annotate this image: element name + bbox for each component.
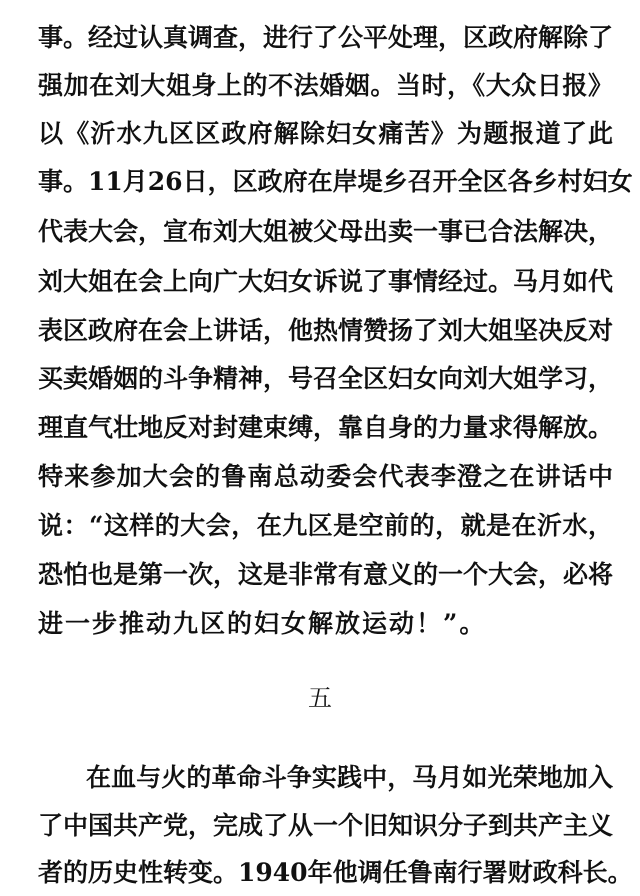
text-line: 在血与火的革命斗争实践中，马月如光荣地加入	[86, 763, 613, 792]
text-line: 说：“这样的大会，在九区是空前的，就是在沂水，	[38, 511, 613, 540]
text-line: 了中国共产党，完成了从一个旧知识分子到共产主义	[38, 811, 614, 840]
text-line: 买卖婚姻的斗争精神，号召全区妇女向刘大姐学习，	[38, 364, 614, 393]
text-line: 表区政府在会上讲话，他热情赞扬了刘大姐坚决反对	[38, 316, 614, 345]
text-line: 事。经过认真调查，进行了公平处理，区政府解除了	[38, 23, 614, 52]
text-line: 恐怕也是第一次，这是非常有意义的一个大会，必将	[38, 560, 614, 589]
text-line: 事。11月26日，区政府在岸堤乡召开全区各乡村妇女	[38, 167, 633, 196]
text-line: 者的历史性转变。1940年他调任鲁南行署财政科长。	[38, 858, 633, 887]
text-line: 以《沂水九区区政府解除妇女痛苦》为题报道了此	[38, 119, 613, 148]
text-line: 代表大会，宣布刘大姐被父母出卖一事已合法解决，	[38, 217, 614, 246]
text-line: 特来参加大会的鲁南总动委会代表李澄之在讲话中	[38, 462, 613, 491]
text-line: 刘大姐在会上向广大妇女诉说了事情经过。马月如代	[38, 267, 614, 296]
text-line: 理直气壮地反对封建束缚，靠自身的力量求得解放。	[38, 413, 614, 442]
section-heading: 五	[308, 684, 332, 712]
text-line: 进一步推动九区的妇女解放运动！”。	[38, 609, 487, 638]
text-line: 强加在刘大姐身上的不法婚姻。当时，《大众日报》	[38, 71, 613, 100]
